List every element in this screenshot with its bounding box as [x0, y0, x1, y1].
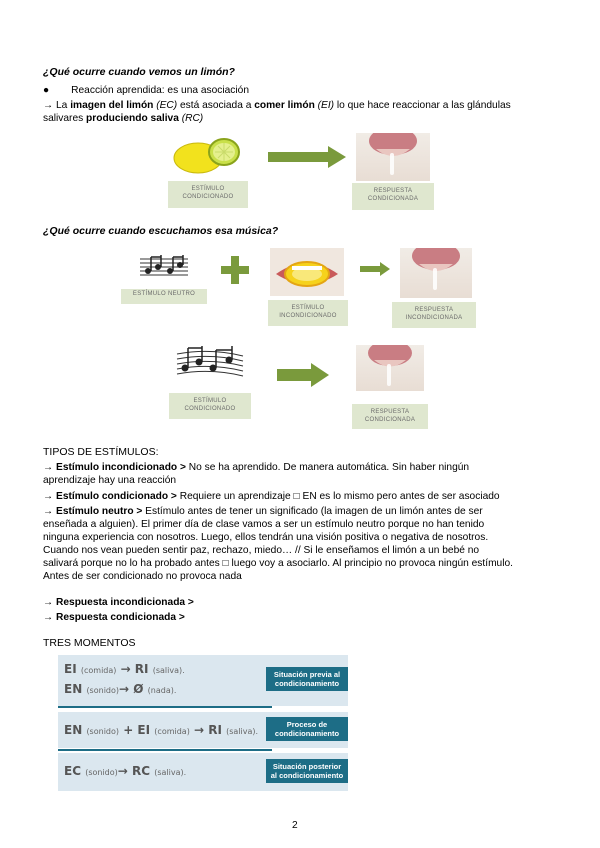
tipo-ec: → Estímulo condicionado > Requiere un aprendizaje □ EN es lo mismo pero antes de ser asociado	[43, 491, 500, 502]
saliva-photo	[356, 133, 430, 181]
box-situacion-previa: Situación previa al condicionamiento	[266, 667, 348, 691]
divider	[58, 706, 272, 708]
label-respuesta-condicionada: RESPUESTA CONDICIONADA	[352, 404, 428, 429]
tipo-en: → Estímulo neutro > Estímulo antes de tener un significado (la imagen de un limón antes de ser enseñada a alguien). El primer día de clase vamos a ser un estímulo neutro porque no han tenido ninguna experiencia con nosotros. Luego, ellos tendrán una visión positiva o negativa de nosotros. Cuando nos vean pueden sentir paz, rechazo, miedo… // Si le enseñamos el limón a un bebé no salivará porque no lo ha probado antes □ luego voy a asociarlo. Al principio no provoca ningún estímulo. Antes de ser condicionado no provoca nada	[43, 506, 513, 582]
equation-en-nada: EN (sonido)→ Ø (nada).	[64, 682, 177, 696]
equation-ec-rc: EC (sonido)→ RC (saliva).	[64, 764, 187, 778]
question-lemon: ¿Qué ocurre cuando vemos un limón?	[43, 66, 235, 78]
bullet-line	[43, 84, 249, 97]
label-respuesta-condicionada: RESPUESTA CONDICIONADA	[352, 183, 434, 210]
music-notes-icon	[138, 253, 190, 279]
page-number: 2	[292, 820, 298, 831]
tipos-title: TIPOS DE ESTÍMULOS:	[43, 446, 159, 458]
lemon-image	[172, 134, 244, 178]
arrow-right-icon	[268, 146, 346, 168]
label-estimulo-condicionado: ESTÍMULO CONDICIONADO	[169, 393, 251, 419]
music-notes-icon	[175, 344, 245, 380]
saliva-photo	[400, 248, 472, 298]
tipo-ei: → Estímulo incondicionado > No se ha aprendido. De manera automática. Sin haber ningún aprendizaje hay una reacción	[43, 462, 470, 486]
lemon-bite-photo	[270, 248, 344, 296]
label-estimulo-neutro: ESTÍMULO NEUTRO	[121, 289, 207, 304]
arrow-right-icon	[360, 262, 390, 276]
box-situacion-posterior: Situación posterior al condicionamiento	[266, 759, 348, 783]
lemon-explanation: → La imagen del limón (EC) está asociada a comer limón (EI) lo que hace reaccionar a las glándulas salivares produciendo saliva (RC)	[43, 100, 511, 124]
arrow-right-icon	[277, 363, 329, 387]
bullet-text: Reacción aprendida: es una asociación	[71, 85, 249, 96]
question-music: ¿Qué ocurre cuando escuchamos esa música?	[43, 225, 279, 237]
bullet-dot-icon: ●	[43, 85, 50, 96]
label-estimulo-incondicionado: ESTÍMULO INCONDICIONADO	[268, 300, 348, 326]
label-respuesta-incondicionada: RESPUESTA INCONDICIONADA	[392, 302, 476, 328]
tipo-ri: → Respuesta incondicionada >	[43, 597, 194, 608]
divider	[58, 749, 272, 751]
saliva-photo	[356, 345, 424, 391]
equation-ei-ri: EI (comida) → RI (saliva).	[64, 662, 185, 676]
plus-icon	[221, 256, 249, 284]
momentos-title: TRES MOMENTOS	[43, 637, 136, 649]
equation-en-ei-ri: EN (sonido) + EI (comida) → RI (saliva).	[64, 723, 259, 737]
box-proceso-condicionamiento: Proceso de condicionamiento	[266, 717, 348, 741]
tipo-rc: → Respuesta condicionada >	[43, 612, 185, 623]
label-estimulo-condicionado: ESTÍMULO CONDICIONADO	[168, 181, 248, 208]
